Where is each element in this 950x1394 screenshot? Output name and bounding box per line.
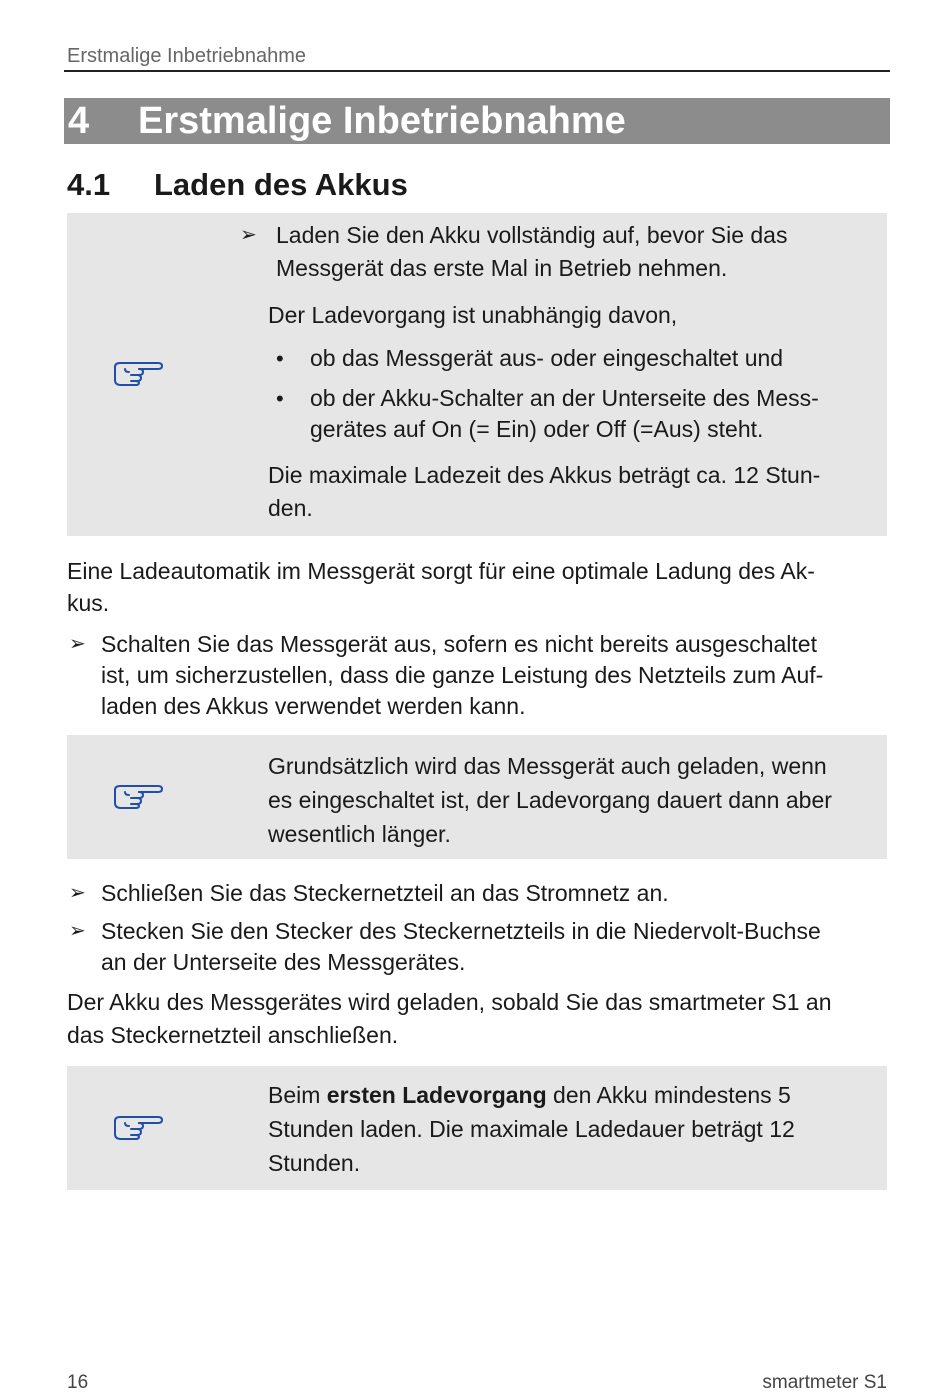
note-box-first-charge <box>67 1066 887 1190</box>
chapter-heading <box>64 98 890 144</box>
bullet-text: ob das Messgerät aus- oder eingeschaltet und <box>310 345 784 371</box>
bullet-marker: • <box>276 346 284 371</box>
body-paragraph: Eine Ladeautomatik im Messgerät sorgt für eine optimale Ladung des Ak- <box>67 558 815 584</box>
note-box-charging <box>67 213 887 536</box>
running-header: Erstmalige Inbetriebnahme <box>67 45 307 67</box>
instruction-line: Schließen Sie das Steckernetzteil an das Stromnetz an. <box>101 880 669 906</box>
instruction-line: Messgerät das erste Mal in Betrieb nehmen. <box>276 255 728 281</box>
note-line: Stunden. <box>268 1150 361 1176</box>
instruction-line: ist, um sicherzustellen, dass die ganze Leistung des Netzteils zum Auf- <box>101 662 824 688</box>
arrow-marker: ➢ <box>69 882 86 904</box>
section-number: 4.1 <box>67 167 111 202</box>
bullet-text: gerätes auf On (= Ein) oder Off (=Aus) steht. <box>310 416 764 442</box>
note-text: den Akku mindestens 5 <box>546 1082 791 1108</box>
note-text: Beim <box>268 1082 327 1108</box>
chapter-title: Erstmalige Inbetriebnahme <box>138 100 626 142</box>
note-body <box>268 1078 865 1180</box>
bullet-marker: • <box>276 386 284 411</box>
note-line: Grundsätzlich wird das Messgerät auch geladen, wenn <box>268 753 827 779</box>
footer-product-name: smartmeter S1 <box>762 1372 887 1393</box>
page-number: 16 <box>67 1372 89 1393</box>
note-line: Stunden laden. Die maximale Ladedauer beträgt 12 <box>268 1116 795 1142</box>
note-max-time: Die maximale Ladezeit des Akkus beträgt ca. 12 Stun- <box>268 462 821 488</box>
bullet-item <box>268 383 865 445</box>
header-rule <box>64 70 890 72</box>
section-title: Laden des Akkus <box>154 167 408 202</box>
note-line <box>268 1078 865 1112</box>
body-paragraph: kus. <box>67 590 110 616</box>
pointing-hand-icon <box>113 1112 165 1142</box>
instruction-line: laden des Akkus verwendet werden kann. <box>101 693 526 719</box>
instruction-step <box>67 916 889 978</box>
note-line: wesentlich länger. <box>268 821 451 847</box>
instruction-step <box>67 877 889 909</box>
body-paragraph: Der Akku des Messgerätes wird geladen, sobald Sie das smartmeter S1 an <box>67 989 832 1015</box>
arrow-marker: ➢ <box>240 224 257 246</box>
pointing-hand-icon <box>113 358 165 388</box>
body-section-1 <box>67 555 889 722</box>
arrow-marker: ➢ <box>69 920 86 942</box>
instruction-step <box>67 629 889 722</box>
instruction-line: Schalten Sie das Messgerät aus, sofern es nicht bereits ausgeschaltet <box>101 631 817 657</box>
chapter-number: 4 <box>68 100 90 142</box>
instruction-line: an der Unterseite des Messgerätes. <box>101 949 466 975</box>
note-max-time: den. <box>268 495 313 521</box>
note-box-charging-on <box>67 735 887 859</box>
bullet-item <box>268 342 865 375</box>
note-emphasis: ersten Ladevorgang <box>326 1082 547 1108</box>
body-section-2 <box>67 877 889 1052</box>
note-body <box>240 219 865 525</box>
note-intro: Der Ladevorgang ist unabhängig davon, <box>268 302 678 328</box>
note-line: es eingeschaltet ist, der Ladevorgang dauert dann aber <box>268 787 832 813</box>
instruction-line: Stecken Sie den Stecker des Steckernetzteils in die Niedervolt-Buchse <box>101 918 821 944</box>
bullet-text: ob der Akku-Schalter an der Unterseite des Mess- <box>310 385 819 411</box>
arrow-marker: ➢ <box>69 633 86 655</box>
instruction-line: Laden Sie den Akku vollständig auf, bevor Sie das <box>276 222 788 248</box>
pointing-hand-icon <box>113 781 165 811</box>
body-paragraph: das Steckernetzteil anschließen. <box>67 1022 399 1048</box>
instruction-step <box>238 219 835 285</box>
note-body <box>268 749 865 851</box>
